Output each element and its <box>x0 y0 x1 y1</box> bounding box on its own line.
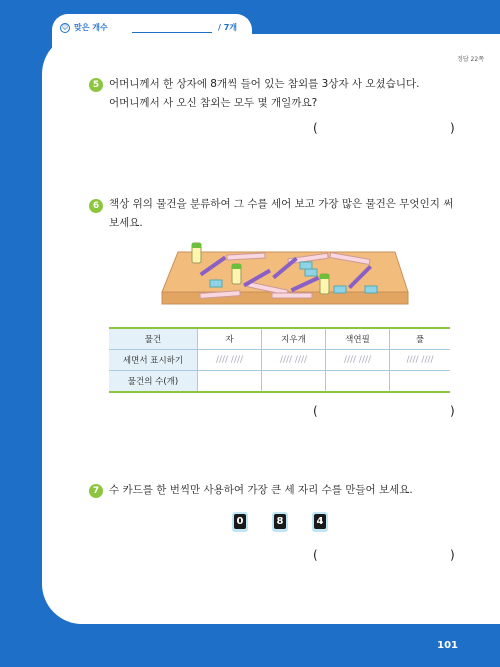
eraser-icon <box>305 269 317 276</box>
number-card-digit: 0 <box>234 514 246 529</box>
table-header-row <box>109 328 450 350</box>
score-total: / 7개 <box>218 23 238 32</box>
question-7-number: 7 <box>89 484 103 498</box>
question-6-line1: 책상 위의 물건을 분류하여 그 수를 세어 보고 가장 많은 물건은 무엇인지 써 <box>109 198 454 210</box>
q7-answer-open: ( <box>313 548 318 562</box>
q7-answer-close: ) <box>450 548 455 562</box>
number-card <box>232 512 248 532</box>
number-card-digit: 4 <box>314 514 326 529</box>
check-icon: ☺ <box>61 24 69 31</box>
question-5-number: 5 <box>89 78 103 92</box>
tally-row-label: 세면서 표시하기 <box>109 350 198 371</box>
count-cell[interactable] <box>198 371 262 393</box>
answer-reference: 정답 22쪽 <box>457 56 484 63</box>
ruler-icon <box>272 293 312 298</box>
q7-answer-field[interactable] <box>325 548 447 564</box>
tally-mark: //// //// <box>279 355 308 365</box>
tally-cell[interactable] <box>198 350 262 371</box>
count-cell[interactable] <box>326 371 390 393</box>
eraser-icon <box>210 280 222 287</box>
classification-table <box>109 327 450 393</box>
question-5-line2: 어머니께서 사 오신 참외는 모두 몇 개일까요? <box>109 97 318 109</box>
question-7-line1: 수 카드를 한 번씩만 사용하여 가장 큰 세 자리 수를 만들어 보세요. <box>109 484 413 496</box>
question-6-line2: 보세요. <box>109 217 143 229</box>
glue-stick-icon <box>232 264 241 284</box>
q6-answer-close: ) <box>450 404 455 418</box>
count-row-label: 물건의 수(개) <box>109 371 198 393</box>
eraser-icon <box>300 262 312 269</box>
tally-mark: //// //// <box>215 355 244 365</box>
score-blank[interactable] <box>132 32 212 33</box>
desk-illustration <box>160 240 410 310</box>
q5-answer-field[interactable] <box>325 121 447 137</box>
number-card-digit: 8 <box>274 514 286 529</box>
table-header-cell: 색연필 <box>326 328 390 350</box>
number-card <box>272 512 288 532</box>
table-row <box>109 371 450 393</box>
glue-stick-icon <box>192 243 201 263</box>
eraser-icon <box>334 286 346 293</box>
tally-cell[interactable] <box>262 350 326 371</box>
table-header-cell: 지우개 <box>262 328 326 350</box>
number-card <box>312 512 328 532</box>
table-row <box>109 350 450 371</box>
question-6-number: 6 <box>89 199 103 213</box>
table-header-cell: 풀 <box>390 328 451 350</box>
count-cell[interactable] <box>390 371 451 393</box>
q6-answer-field[interactable] <box>325 404 447 420</box>
tally-mark: //// //// <box>406 355 434 365</box>
page-number: 101 <box>437 640 458 651</box>
tally-cell[interactable] <box>390 350 451 371</box>
q5-answer-open: ( <box>313 121 318 135</box>
score-label: 맞은 개수 <box>74 23 108 32</box>
q5-answer-close: ) <box>450 121 455 135</box>
tally-mark: //// //// <box>343 355 372 365</box>
glue-stick-icon <box>320 274 329 294</box>
question-5-line1: 어머니께서 한 상자에 8개씩 들어 있는 참외를 3상자 사 오셨습니다. <box>109 78 420 90</box>
tally-cell[interactable] <box>326 350 390 371</box>
table-header-cell: 물건 <box>109 328 198 350</box>
table-header-cell: 자 <box>198 328 262 350</box>
count-cell[interactable] <box>262 371 326 393</box>
q6-answer-open: ( <box>313 404 318 418</box>
eraser-icon <box>365 286 377 293</box>
